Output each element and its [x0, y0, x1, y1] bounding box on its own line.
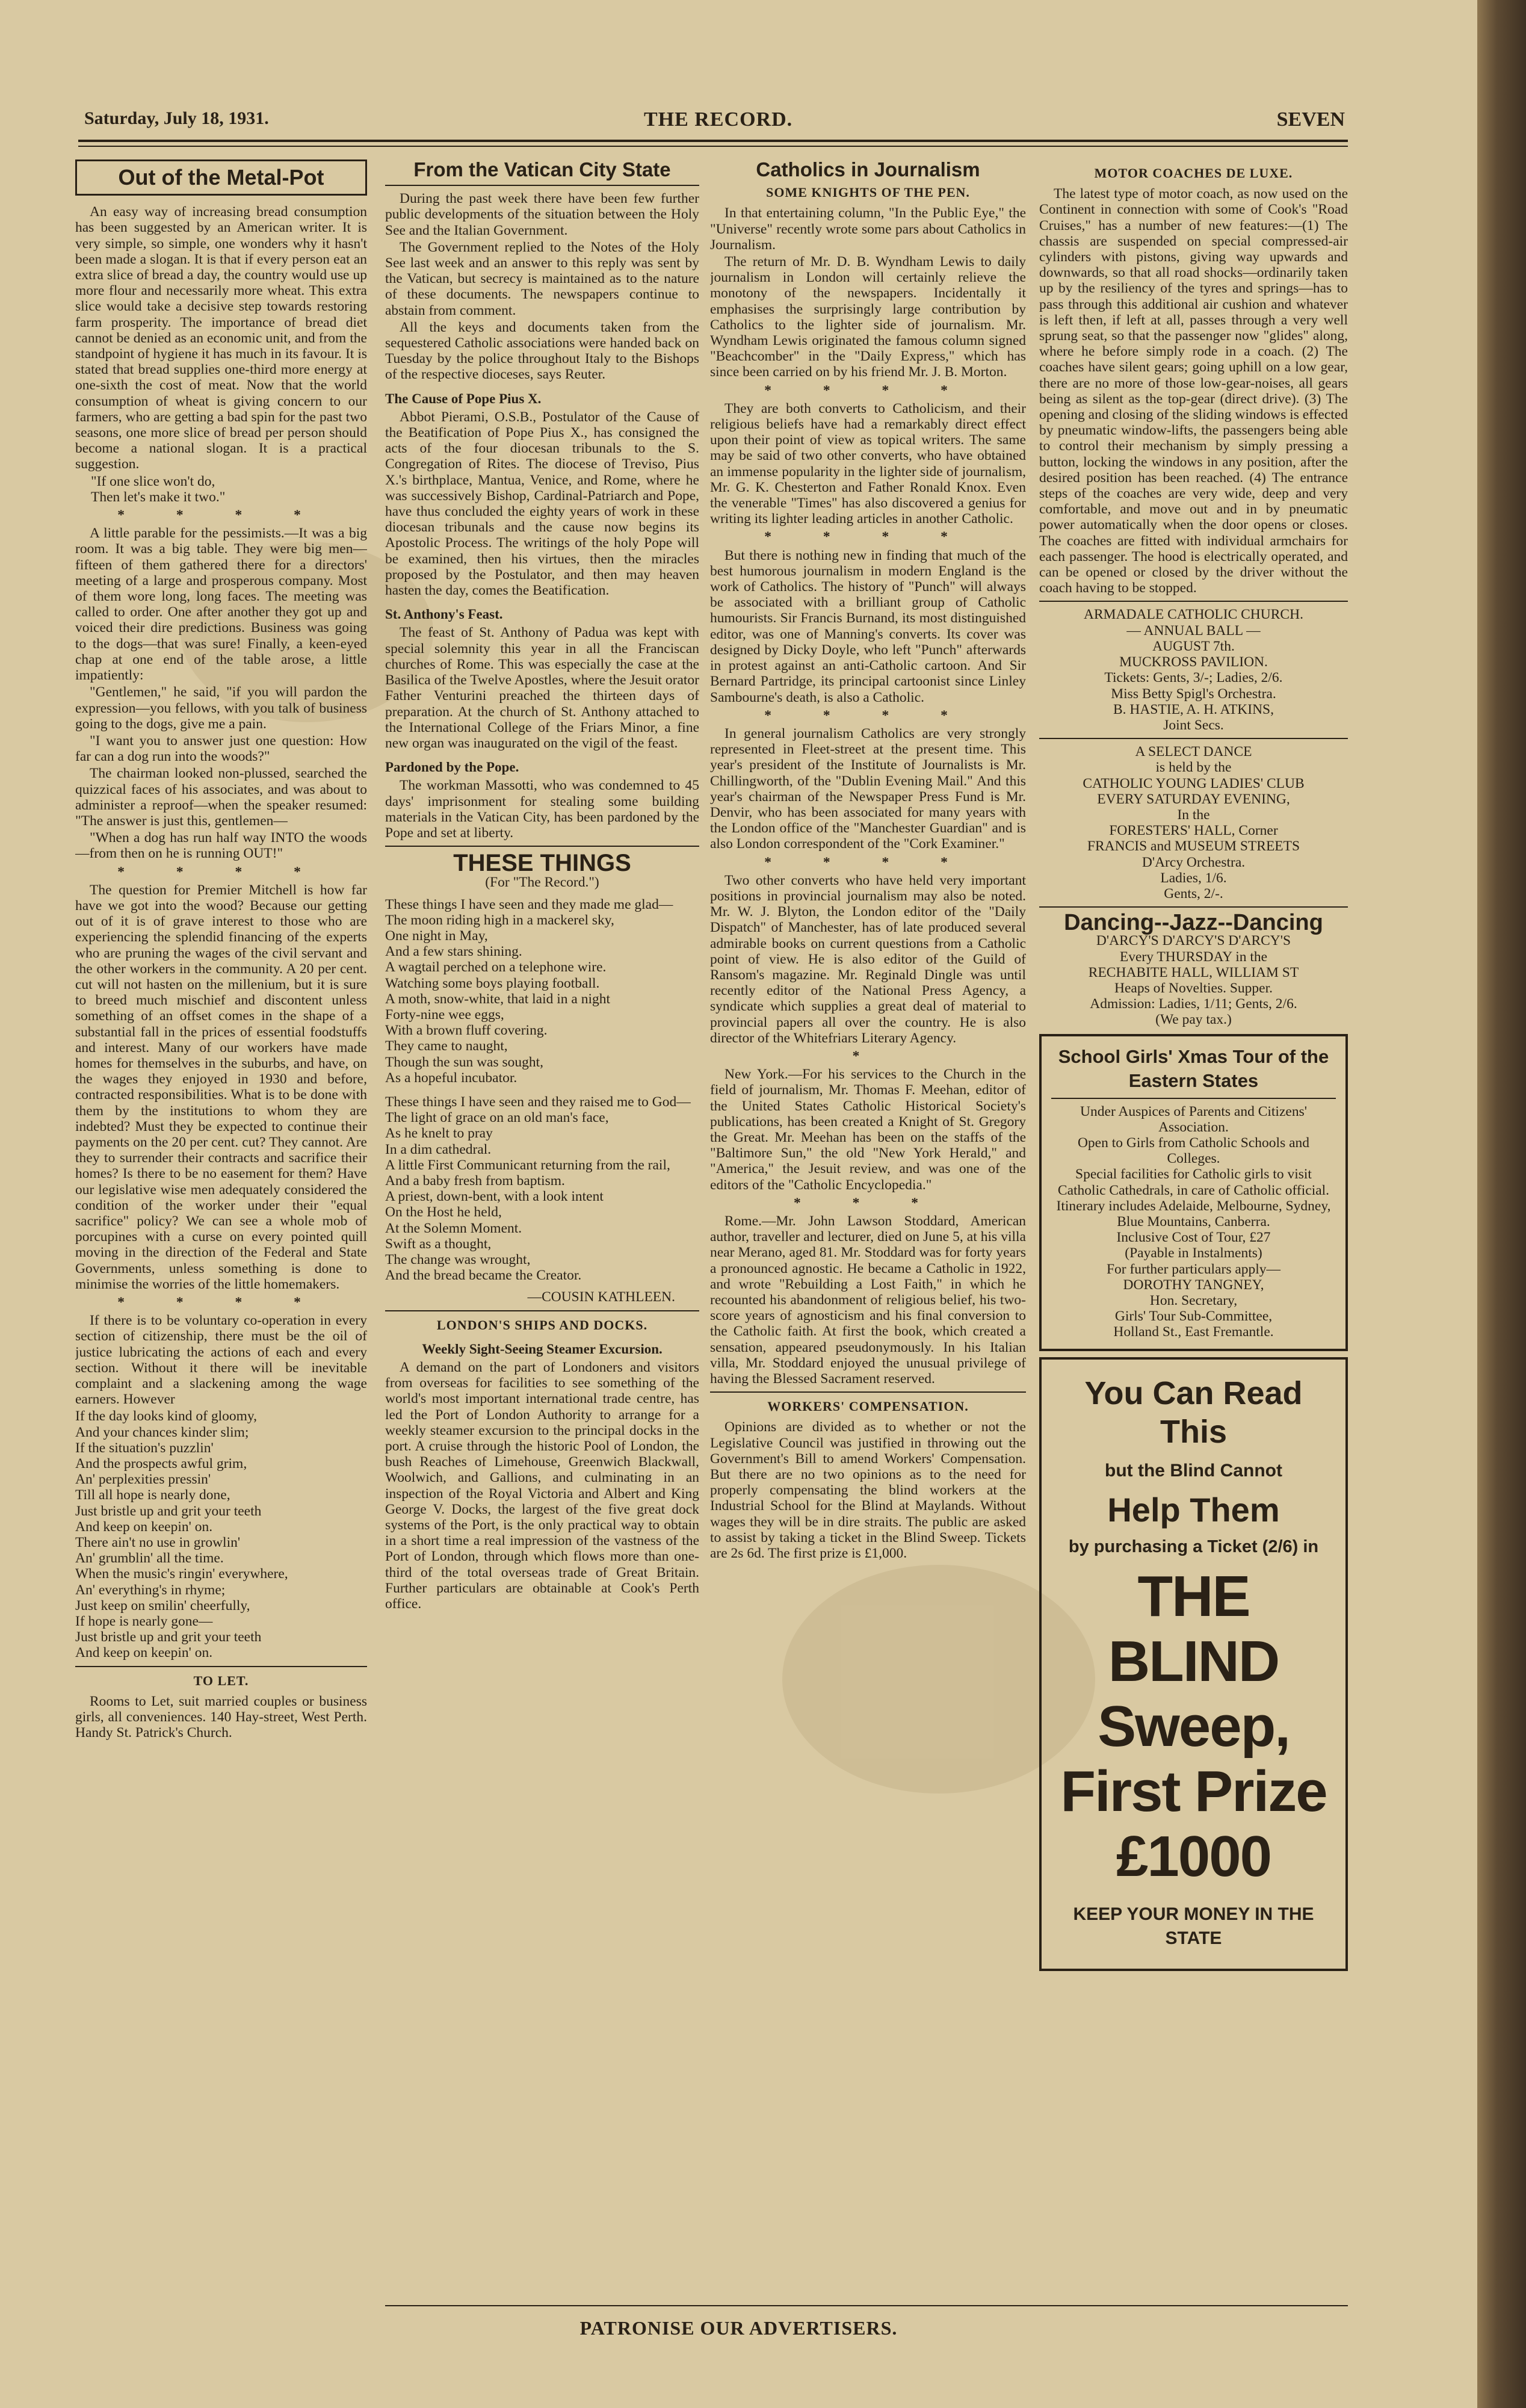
- ad-line: Gents, 2/-.: [1164, 885, 1223, 902]
- ad-line: (We pay tax.): [1155, 1012, 1232, 1028]
- paragraph: Two other converts who have held very important positions in provincial journalism may also be noted. Mr. W. J. Blyton, the London editor of the "Daily Dispatch" of Manchester, has of late produced several admirable books on current questions from a Catholic point of view. He is also editor of the Guild of Ransom's magazine. Mr. Reginald Dingle was until recently editor of the National Press Agency, a syndicate which supplies a great deal of material to provincial papers all over the country. He is also director of the Whitefriars Literary Agency.: [710, 872, 1026, 1046]
- verse-line: "If one slice won't do,: [91, 473, 215, 489]
- poem-line: An' grumblin' all the time.: [75, 1550, 224, 1567]
- ad-line: Girls' Tour Sub-Committee,: [1114, 1308, 1273, 1325]
- ad-line: MUCKROSS PAVILION.: [1119, 654, 1268, 670]
- column-metal-pot: [75, 159, 367, 2303]
- ad-line: FRANCIS and MUSEUM STREETS: [1087, 838, 1300, 855]
- paragraph: But there is nothing new in finding that much of the best humorous journalism in modern England is the work of Catholics. The history of "Punch" will always be associated with a brilliant group of Catholic humourists. Sir Francis Burnand, its most distinguished editor, was one of Manning's converts. Its cover was designed by Dicky Doyle, who left "Punch" afterwards in protest against an anti-Catholic cartoon. And Sir Bernard Partridge, its principal cartoonist since Linley Sambourne's death, is also a Catholic.: [710, 547, 1026, 705]
- poem-line: The light of grace on an old man's face,: [385, 1110, 609, 1126]
- masthead: [84, 108, 1345, 132]
- verse-line: Then let's make it two.": [91, 489, 226, 505]
- poem-line: And the bread became the Creator.: [385, 1267, 582, 1284]
- ad-line: Under Auspices of Parents and Citizens' Association.: [1080, 1103, 1307, 1135]
- poem-line: And keep on keepin' on.: [75, 1645, 213, 1661]
- paragraph: Rome.—Mr. John Lawson Stoddard, American author, traveller and lecturer, died on June 5, at his villa near Merano, aged 81. Mr. Stoddard was for forty years a pronounced agnostic. He became a Catholic in 1922, and wrote "Rebuilding a Lost Faith," in which he recounted his abandonment of religious belief, his two-score years of agnosticism and his final conversion to the Catholic faith. At first the book, which created a sensation, appeared pseudonymously. In his Italian villa, Mr. Stoddard enjoyed the unusual privilege of having the Blessed Sacrament reserved.: [710, 1213, 1026, 1387]
- poem-line: The change was wrought,: [385, 1252, 531, 1267]
- ad-line: Miss Betty Spigl's Orchestra.: [1111, 686, 1276, 702]
- subheading: St. Anthony's Feast.: [385, 607, 503, 622]
- paper-title: THE RECORD.: [644, 108, 793, 131]
- paragraph: An easy way of increasing bread consumption has been suggested by an American writer. It is very simple, so simple, one wonders why it hasn't been made a slogan. It is that if every person eat an extra slice of bread a day, the country would use up more flour and necessarily more wheat. This extra slice would take a decisive step towards restoring farm prosperity. The importance of bread diet cannot be denied as an economic unit, and from the standpoint of hygiene it has much in its favour. It is stated that bread supplies one-third more energy at one-sixth the cost of meat. Now that the world consumption of wheat is giving concern to our farmers, who are getting a bad spin for the past two seasons, one more slice of bread per person should become a national slogan. It is a practical suggestion.: [75, 204, 367, 472]
- poem-line: Just keep on smilin' cheerfully,: [75, 1597, 250, 1614]
- divider: [385, 846, 699, 847]
- poem-line: If hope is nearly gone—: [75, 1614, 213, 1630]
- paragraph: Abbot Pierami, O.S.B., Postulator of the Cause of the Beatification of Pope Pius X., has consigned the acts of the four diocesan tribunals to the S. Congregation of Rites. The diocese of Treviso, Pius X.'s birthplace, Mantua, Venice, and Rome, where he was successively Bishop, Cardinal-Patriarch and Pope, have thus concluded the eighty years of work in these diocesan tribunals and the cause now begins its Apostolic Process. The writings of the holy Pope will be examined, then his virtues, then the miracles proposed by the Postulator, and then may heaven hasten the day, comes the Beatification.: [385, 409, 699, 599]
- ad-line: Admission: Ladies, 1/11; Gents, 2/6.: [1090, 996, 1297, 1012]
- ad-line: EVERY SATURDAY EVENING,: [1097, 791, 1290, 807]
- footer-rule: [385, 2305, 1348, 2306]
- paragraph: If there is to be voluntary co-operation in every section of citizenship, there must be the oil of justice lubricating the actions of each and every section. Without it there will be inevitable complaint and a slackening among the wage earners. However: [75, 1313, 367, 1408]
- section-divider: * * * *: [117, 864, 325, 880]
- poem-line: As a hopeful incubator.: [385, 1069, 517, 1086]
- poem-line: On the Host he held,: [385, 1204, 502, 1221]
- ad-line: (Payable in Instalments): [1125, 1245, 1262, 1261]
- poem-line: These things I have seen and they raised me to God—: [385, 1094, 691, 1110]
- ad-line: CATHOLIC YOUNG LADIES' CLUB: [1083, 775, 1305, 791]
- poem-line: Just bristle up and grit your teeth: [75, 1629, 262, 1645]
- poem-credit: (For "The Record."): [485, 874, 599, 891]
- subheading: The Cause of Pope Pius X.: [385, 391, 542, 406]
- poem-title: THESE THINGS: [453, 850, 631, 877]
- poem-line: The moon riding high in a mackerel sky,: [385, 912, 614, 928]
- paragraph: The question for Premier Mitchell is how far have we got into the wood? Because our getting out of it is of grave interest to those who are experiencing the splendid financing of the experts who are pruning the wages of the civil servant and the other workers in the community. A 20 per cent. cut will not hasten on the millenium, but it is sure to breed much mischief and discontent unless something of an offset comes in the shape of a substantial fall in the prices of essential foodstuffs and interest. Many of our workers have made homes for themselves in the suburbs, and have, on the wages they enjoyed in 1930 and before, contracted responsibilities. What is to be done with them by the institutions to whom they are indebted? Must they be expected to continue their payments on the 20 per cent. cut? They cannot. Are they to surrender their contracts and sacrifice their homes? Is there to be no easement for them? Have our legislative wise men adequately considered the condition of the worker under their "equal sacrifice" policy? We can see a whole mob of porcupines with a curse on every pointed quill moving in the direction of the Federal and State Governments, unless something is done to minimise the worries of the little homemakers.: [75, 882, 367, 1292]
- ad-line: Itinerary includes Adelaide, Melbourne, Sydney, Blue Mountains, Canberra.: [1056, 1198, 1331, 1230]
- poem-line: And a few stars shining.: [385, 944, 522, 960]
- ad-line: Hon. Secretary,: [1149, 1293, 1238, 1308]
- paragraph: In that entertaining column, "In the Public Eye," the "Universe" recently wrote some pars about Catholics in Journalism.: [710, 205, 1026, 253]
- poem-line: And a baby fresh from baptism.: [385, 1172, 565, 1189]
- paragraph: A little parable for the pessimists.—It was a big room. It was a big table. They were big men—fifteen of them gathered there for a directors' meeting of a large and prosperous company. Most of them wore long, long faces. The meeting was called to order. One after another they got up and voiced their dire predictions. Business was going to the dogs—that was sure! Finally, a keen-eyed chap at one end of the table arose, a little impatiently:: [75, 525, 367, 684]
- poem-line: An' perplexities pressin': [75, 1472, 211, 1488]
- section-divider: * * * *: [764, 707, 972, 723]
- poem-line: Forty-nine wee eggs,: [385, 1006, 504, 1023]
- ad-line: Holland St., East Fremantle.: [1113, 1324, 1274, 1340]
- subheading: SOME KNIGHTS OF THE PEN.: [766, 185, 970, 200]
- section-divider: * * * *: [117, 1295, 325, 1311]
- poem-line: They came to naught,: [385, 1038, 508, 1054]
- divider: [1039, 601, 1348, 602]
- ad-line: In the: [1177, 806, 1210, 823]
- ad-line: Ladies, 1/6.: [1160, 870, 1227, 886]
- ad-line: AUGUST 7th.: [1152, 638, 1235, 654]
- paragraph: The workman Massotti, who was condemned to 45 days' imprisonment for stealing some building materials in the Vatican City, has been pardoned by the Pope and set at liberty.: [385, 778, 699, 841]
- ad-line: Tickets: Gents, 3/-; Ladies, 2/6.: [1104, 670, 1283, 686]
- poem-line: In a dim cathedral.: [385, 1141, 492, 1157]
- blind-ad-line: but the Blind Cannot: [1105, 1460, 1282, 1481]
- masthead-rule: [78, 140, 1348, 142]
- ad-line: D'ARCY'S D'ARCY'S D'ARCY'S: [1096, 933, 1291, 949]
- poem-stanza: [385, 1094, 699, 1283]
- ad-line: Inclusive Cost of Tour, £27: [1116, 1230, 1271, 1246]
- masthead-rule-thin: [78, 146, 1348, 147]
- column-vatican: [385, 159, 699, 2303]
- xmas-tour-advertisement: [1039, 1034, 1348, 1351]
- paragraph: New York.—For his services to the Church in the field of journalism, Mr. Thomas F. Meehan, editor of the United States Catholic Historical Society's publications, has been created a Knight of St. Gregory the Great. Mr. Meehan has been on the staffs of the "Baltimore Sun," the old "New York Herald," and "America," the Jesuit review, and was one of the editors of the "Catholic Encyclopedia.": [710, 1066, 1026, 1193]
- paragraph: "When a dog has run half way INTO the woods—from then on he is running OUT!": [75, 830, 367, 862]
- paragraph: "I want you to answer just one question: How far can a dog run into the woods?": [75, 732, 367, 765]
- blind-ad-line: KEEP YOUR MONEY IN THE STATE: [1073, 1904, 1314, 1949]
- divider: [1051, 1098, 1336, 1099]
- dancing-heading: Dancing--Jazz--Dancing: [1064, 910, 1323, 936]
- poem-signature: —COUSIN KATHLEEN.: [527, 1289, 675, 1305]
- dancing-advertisement: [1039, 933, 1348, 1027]
- poem-line: A moth, snow-white, that laid in a night: [385, 991, 611, 1007]
- paragraph: During the past week there have been few further public developments of the situation between the Holy See and the Italian Government.: [385, 191, 699, 238]
- poem-line: And keep on keepin' on.: [75, 1518, 213, 1535]
- ad-line: — ANNUAL BALL —: [1126, 622, 1261, 639]
- ad-line: D'Arcy Orchestra.: [1141, 854, 1246, 870]
- ad-line: RECHABITE HALL, WILLIAM ST: [1088, 964, 1299, 980]
- footer-slogan: PATRONISE OUR ADVERTISERS.: [579, 2317, 898, 2339]
- issue-date: Saturday, July 18, 1931.: [84, 108, 269, 128]
- poem-line: One night in May,: [385, 927, 488, 944]
- xmas-tour-heading: School Girls' Xmas Tour of the Eastern States: [1058, 1045, 1329, 1091]
- paragraph: All the keys and documents taken from the sequestered Catholic associations were handed back on Tuesday by the police throughout Italy to the Bishops of the respective dioceses, says Reuter.: [385, 319, 699, 383]
- section-divider: * * * *: [764, 854, 972, 870]
- poem-line: A little First Communicant returning from the rail,: [385, 1157, 670, 1173]
- classified-heading: TO LET.: [193, 1673, 249, 1688]
- subheading: Pardoned by the Pope.: [385, 760, 519, 775]
- poem-line: Swift as a thought,: [385, 1236, 492, 1252]
- column-journalism: [710, 159, 1026, 2303]
- blind-sweep-advertisement: [1039, 1357, 1348, 1971]
- poem-line: If the day looks kind of gloomy,: [75, 1408, 257, 1425]
- divider: [710, 1391, 1026, 1393]
- ball-advertisement: [1039, 607, 1348, 733]
- article-heading: WORKERS' COMPENSATION.: [767, 1399, 969, 1414]
- poem-line: There ain't no use in growlin': [75, 1535, 241, 1551]
- section-divider: * * * *: [764, 529, 972, 545]
- poem: [75, 1408, 367, 1661]
- paragraph: "Gentlemen," he said, "if you will pardon the expression—you fellows, with you talk of business going to the dogs, give me a pain.: [75, 684, 367, 732]
- article-heading: Out of the Metal-Pot: [75, 159, 367, 196]
- section-divider: * * *: [794, 1195, 942, 1211]
- poem-line: Just bristle up and grit your teeth: [75, 1503, 262, 1519]
- divider: [385, 1310, 699, 1311]
- xmas-tour-details: [1051, 1104, 1336, 1340]
- ad-line: A SELECT DANCE: [1135, 744, 1252, 760]
- page-number: SEVEN: [1276, 108, 1345, 131]
- divider: [75, 1666, 367, 1667]
- paragraph: In general journalism Catholics are very strongly represented in Fleet-street at the present time. This year's president of the Institute of Journalists is Mr. Chillingworth, of the "Dublin Evening Mail." And this year's chairman of the Newspaper Press Fund is Mr. Denvir, who has been associated for many years with the London office of the "Manchester Guardian" and is also London correspondent of the "Cork Examiner.": [710, 725, 1026, 852]
- ad-line: ARMADALE CATHOLIC CHURCH.: [1084, 607, 1303, 623]
- blind-ad-line: Help Them: [1107, 1490, 1280, 1529]
- poem-line: With a brown fluff covering.: [385, 1023, 548, 1039]
- poem-line: A priest, down-bent, with a look intent: [385, 1189, 604, 1205]
- ad-line: Heaps of Novelties. Supper.: [1114, 980, 1273, 996]
- divider: [1039, 906, 1348, 908]
- ad-line: B. HASTIE, A. H. ATKINS,: [1113, 701, 1274, 717]
- divider: [385, 185, 699, 186]
- poem-line: An' everything's in rhyme;: [75, 1582, 226, 1598]
- poem-line: At the Solemn Moment.: [385, 1220, 522, 1236]
- paragraph: The Government replied to the Notes of the Holy See last week and an answer to this reply was sent by the Vatican, but secrecy is maintained as to the nature of these documents. The newspapers continue to abstain from comment.: [385, 239, 699, 318]
- section-divider: * * * *: [764, 382, 972, 398]
- paragraph: The latest type of motor coach, as now used on the Continent in connection with some of Cook's "Road Cruises," has a number of new features:—(1) The chassis are suspended on special compressed-air cylinders with pistons, giving way upwards and downwards, so that all road shocks—ordinarily taken up by the resiliency of the tyres and springs—has to pass through this additional air cushion and whatever is left then, if left at all, passes through a very well sprung seat, so that the passenger now "glides" along, where he before simply rode in a coach. (2) The coaches have silent gears; going uphill on a low gear, there are no more of those low-gear-noises, all gears being as silent as the top-gear (direct drive). (3) The opening and closing of the sliding windows is effected by pneumatic window-lifts, the passengers being able to control their mechanism by simply pressing a button, locking the windows in any position, after the desired position has been reached. (4) The entrance steps of the coaches are very wide, deep and very comfortable, and move out and in by pneumatic power automatically when the door opens or closes. The coaches are fitted with individual armchairs for each passenger. The hood is electrically operated, and can be opened or closed by the driver without the coach having to be stopped.: [1039, 186, 1348, 596]
- poem-line: If the situation's puzzlin': [75, 1440, 214, 1456]
- poem-line: And your chances kinder slim;: [75, 1424, 249, 1440]
- ad-line: DOROTHY TANGNEY,: [1123, 1277, 1264, 1293]
- article-heading: Catholics in Journalism: [756, 159, 980, 181]
- blind-ad-headline: THE BLIND Sweep, First Prize £1000: [1060, 1564, 1327, 1889]
- poem-line: Watching some boys playing football.: [385, 975, 600, 991]
- poem-stanza: [385, 897, 699, 1086]
- book-binding: [1477, 0, 1526, 2408]
- subheading: Weekly Sight-Seeing Steamer Excursion.: [422, 1341, 663, 1357]
- poem-line: Till all hope is nearly done,: [75, 1487, 230, 1503]
- paragraph: The return of Mr. D. B. Wyndham Lewis to daily journalism in London will certainly relieve the monotony of the newspapers. Incidentally it emphasises the surprisingly large contribution by Catholics to the lighter side of journalism. Mr. Wyndham Lewis originated the famous column signed "Beachcomber" in the "Daily Express," which has since been carried on by his friend Mr. J. B. Morton.: [710, 254, 1026, 380]
- divider: [1039, 738, 1348, 739]
- section-divider: *: [852, 1048, 884, 1064]
- article-heading: From the Vatican City State: [413, 159, 671, 181]
- ad-line: Every THURSDAY in the: [1119, 949, 1268, 965]
- article-heading: LONDON'S SHIPS AND DOCKS.: [436, 1317, 648, 1332]
- ad-line: Special facilities for Catholic girls to visit Catholic Cathedrals, in care of Catholic official.: [1057, 1166, 1330, 1198]
- section-divider: * * * *: [117, 507, 325, 524]
- paragraph: The chairman looked non-plussed, searched the quizzical faces of his associates, and was about to administer a reproof—when the speaker resumed: "The answer is just this, gentlemen—: [75, 766, 367, 829]
- blind-ad-line: by purchasing a Ticket (2/6) in: [1068, 1537, 1319, 1556]
- article-heading: MOTOR COACHES DE LUXE.: [1094, 166, 1293, 181]
- ad-line: Open to Girls from Catholic Schools and Colleges.: [1077, 1134, 1310, 1167]
- column-advertisements: [1039, 159, 1348, 2303]
- ad-line: Joint Secs.: [1163, 717, 1224, 733]
- poem-line: These things I have seen and they made me glad—: [385, 896, 673, 912]
- paragraph: The feast of St. Anthony of Padua was kept with special solemnity this year in all the Franciscan churches of Rome. This was especially the case at the Basilica of the Twelve Apostles, where the Jesuit orator Father Venturini preached the thirteen days of preparation. At the church of St. Anthony attached to the International College of the Friars Minor, a fine new organ was inaugurated on the vigil of the feast.: [385, 625, 699, 751]
- poem-line: Though the sun was sought,: [385, 1054, 544, 1070]
- classified-ad: Rooms to Let, suit married couples or business girls, all conveniences. 140 Hay-street, West Perth. Handy St. Patrick's Church.: [75, 1693, 367, 1741]
- ad-line: For further particulars apply—: [1106, 1261, 1281, 1277]
- select-dance-advertisement: [1039, 744, 1348, 902]
- paragraph: Opinions are divided as to whether or not the Legislative Council was justified in throwing out the Government's Bill to amend Workers' Compensation. But there are no two opinions as to the need for properly compensating the blind workers at the Industrial School for the Blind at Maylands. Without wages they will be in dire straits. The public are asked to assist by taking a ticket in the Blind Sweep. Tickets are 2s 6d. The first prize is £1,000.: [710, 1419, 1026, 1562]
- paragraph: They are both converts to Catholicism, and their religious beliefs have had a remarkably direct effect upon their point of view as topical writers. The same may be said of two other converts, who have obtained an immense popularity in the lighter side of journalism, Mr. G. K. Chesterton and Father Ronald Knox. Even the venerable "Times" has also discovered a genius for writing its lighter leading articles in another Catholic.: [710, 400, 1026, 527]
- poem-line: When the music's ringin' everywhere,: [75, 1566, 288, 1582]
- blind-ad-line: You Can Read This: [1084, 1375, 1303, 1450]
- poem-line: A wagtail perched on a telephone wire.: [385, 959, 607, 976]
- ad-line: is held by the: [1155, 760, 1232, 776]
- paragraph: A demand on the part of Londoners and visitors from overseas for facilities to see something of the world's most important international trade centre, has led the Port of London Authority to arrange for a weekly steamer excursion to the principal docks in the port. A cruise through the historic Pool of London, the bush Reaches of Limehouse, Greenwich Blackwall, Woolwich, and Gallions, and culminating in an inspection of the Royal Victoria and Albert and King George V. Docks, the largest of the five great dock systems of the Port, is the only practical way to obtain in a short time a real impression of the vastness of the Port of London, through which flows more than one-third of the total overseas trade of Great Britain. Further particulars are obtainable at Cook's Perth office.: [385, 1360, 699, 1612]
- poem-line: And the prospects awful grim,: [75, 1456, 247, 1472]
- poem-line: As he knelt to pray: [385, 1125, 493, 1142]
- ad-line: FORESTERS' HALL, Corner: [1109, 823, 1278, 839]
